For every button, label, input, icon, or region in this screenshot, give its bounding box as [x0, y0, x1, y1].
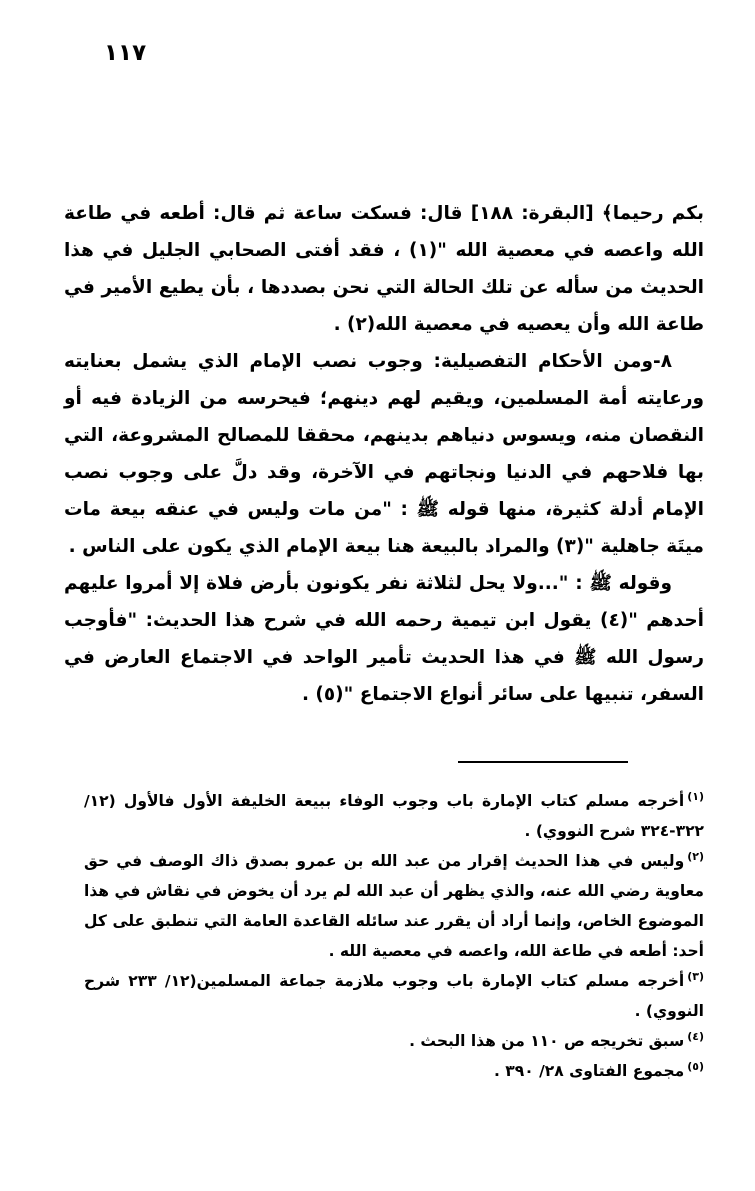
page-number: ١١٧: [104, 40, 147, 66]
footnote-separator: [458, 761, 628, 763]
footnote-number: (٥): [687, 1059, 704, 1073]
footnote-number: (١): [687, 789, 704, 803]
footnote-number: (٤): [687, 1029, 704, 1043]
paragraph: بكم رحيما﴾ [البقرة: ١٨٨] قال: فسكت ساعة ثم قال: أطعه في طاعة الله واعصه في معصية الله "(١) ، فقد أفتى الصحابي الجليل في هذا الحديث من سأله عن تلك الحالة التي نحن بصددها ، بأن يطيع الأمير في طاعة الله وأن يعصيه في معصية الله(٢) .: [64, 203, 704, 335]
footnote: [84, 846, 704, 966]
footnote-text: مجموع الفتاوى ٢٨/ ٣٩٠ .: [494, 1062, 685, 1080]
footnote: [84, 1026, 704, 1056]
footnote-text: أخرجه مسلم كتاب الإمارة باب وجوب ملازمة جماعة المسلمين(١٢/ ٢٣٣ شرح النووي) .: [84, 972, 704, 1020]
paragraph: ٨-ومن الأحكام التفصيلية: وجوب نصب الإمام الذي يشمل بعنايته ورعايته أمة المسلمين، ويقيم لهم دينهم؛ فيحرسه من الزيادة فيه أو النقصان منه، ويسوس دنياهم بدينهم، محققا للمصالح المشروعة، التي بها فلاحهم في الدنيا ونجاتهم في الآخرة، وقد دلَّ على وجوب نصب الإمام أدلة كثيرة، منها قوله ﷺ : "من مات وليس في عنقه بيعة مات ميتَة جاهلية "(٣) والمراد بالبيعة هنا بيعة الإمام الذي يكون على الناس .: [64, 351, 704, 557]
footnote-number: (٢): [687, 849, 704, 863]
footnote: [84, 786, 704, 846]
footnote: [84, 966, 704, 1026]
paragraph: وقوله ﷺ : "...ولا يحل لثلاثة نفر يكونون بأرض فلاة إلا أمروا عليهم أحدهم "(٤) يقول ابن تيمية رحمه الله في شرح هذا الحديث: "فأوجب رسول الله ﷺ في هذا الحديث تأمير الواحد في الاجتماع العارض في السفر، تنبيها على سائر أنواع الاجتماع "(٥) .: [64, 573, 704, 705]
footnote-text: سبق تخريجه ص ١١٠ من هذا البحث .: [409, 1032, 685, 1050]
main-text-body: [64, 195, 704, 713]
footnote-number: (٣): [687, 969, 704, 983]
footnote-text: وليس في هذا الحديث إقرار من عبد الله بن عمرو بصدق ذاك الوصف في حق معاوية رضي الله عنه، والذي يظهر أن عبد الله لم يرد أن يخوض في نقاش في هذا الموضوع الخاص، وإنما أراد أن يقرر عند سائله القاعدة العامة التي تنطبق على كل أحد: أطعه في طاعة الله، واعصه في معصية الله .: [84, 852, 704, 960]
footnote-text: أخرجه مسلم كتاب الإمارة باب وجوب الوفاء ببيعة الخليفة الأول فالأول (١٢/ ٣٢٢-٣٢٤ شرح النووي) .: [84, 792, 704, 840]
footnote: [84, 1056, 704, 1086]
footnotes: [84, 786, 704, 1086]
